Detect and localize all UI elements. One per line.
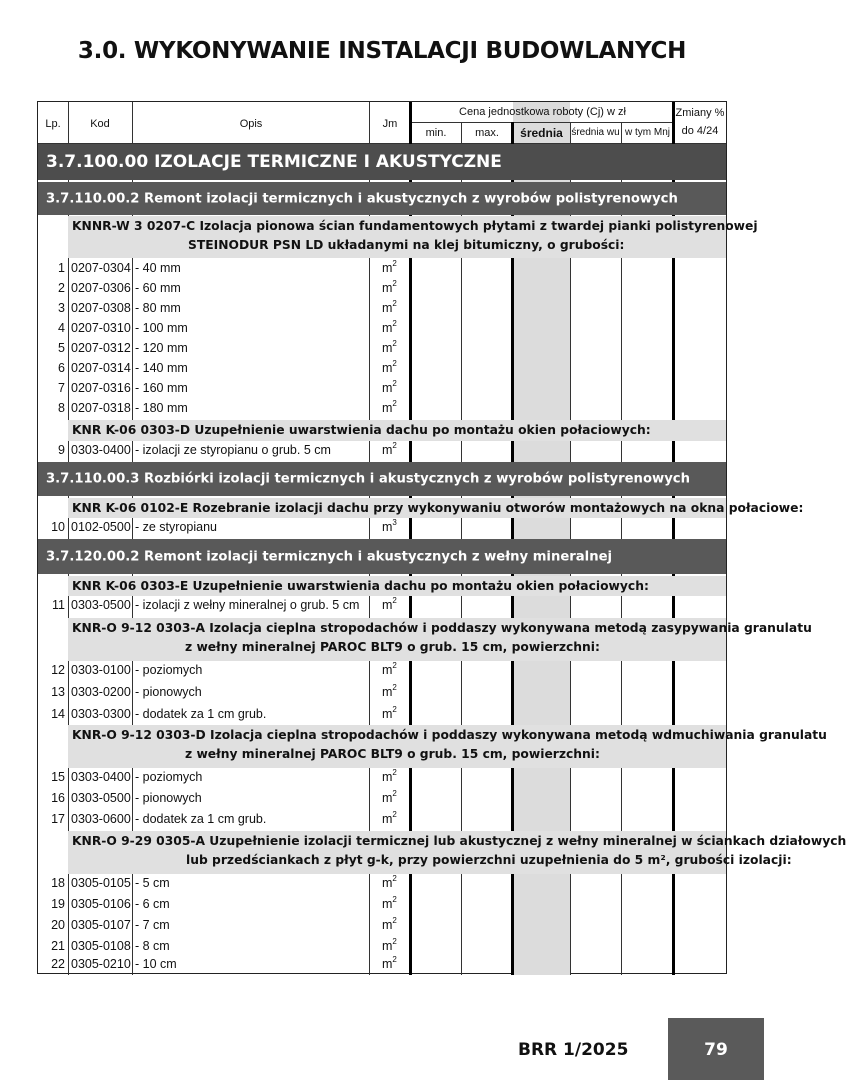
section-title: 3.7.110.00.3 Rozbiórki izolacji termicznych i akustycznych z wyrobów polistyrenowych [46,471,690,487]
group-title-line2: lub przedściankach z płyt g-k, przy powierzchni uzupełnienia do 5 m², grubości izolacji: [186,853,792,867]
group-header [68,831,846,874]
header-zmiany-2: do 4/24 [681,125,719,137]
group-header [68,498,804,518]
header-jm: Jm [382,118,398,130]
header-srednia: średnia [520,126,563,140]
group-title-line1: KNR K-06 0303-E Uzupełnienie uwarstwienia dachu po montażu okien połaciowych: [72,579,649,593]
header-kod: Kod [90,118,110,130]
price-table: Lp. Kod Opis Jm Cena jednostkowa roboty (Cj) w zł min. max. średnia średnia wu w tym Mnj Zmiany % do 4/24 3.7.100.00 IZOLACJE TERMICZNE I AKUSTYCZNE 3.7.110.00.2 Remont izolacji termicznych i akustycznych z wyrobów polistyrenowych KNNR-W 3 0207-C Izolacja pionowa ścian fundamentowych płytami z twardej pianki polistyrenowej STEINODUR PSN LD układanymi na klej bitumiczny, o grubości: 1 0207-0304 - 40 mm $m^2$ 2 0207-0306 - 60 mm $m^2$ 3 0207-0308 - 80 mm $m^2$ 4 0207-0310 - 100 mm $m^2$ 5 0207-0312 - 120 mm $m^2$ 6 0207-0314 - 140 mm $m^2$ 7 0207-0316 - 160 mm $m^2$ 8 0207-0318 - 180 mm $m^2$ KNR K-06 0303-D Uzupełnienie uwarstwienia dachu po montażu okien połaciowych: 9 0303-0400 - izolacji ze styropianu o grub. 5 cm $m^2$ 3.7.110.00.3 Rozbiórki izolacji termicznych i akustycznych z wyrobów polistyrenowych KNR K-06 0102-E Rozebranie izolacji dachu przy wykonywaniu otworów montażowych na okna połaciowe: 10 0102-0500 - ze styropianu $m^3$ 3.7.120.00.2 Remont izolacji termicznych i akustycznych z wełny mineralnej KNR K-06 0303-E Uzupełnienie uwarstwienia dachu po montażu okien połaciowych: 11 0303-0500 - izolacji z wełny mineralnej o grub. 5 cm $m^2$ KNR-O 9-12 0303-A Izolacja cieplna stropodachów i poddaszy wykonywana metodą zasypywania granulatu z wełny mineralnej PAROC BLT9 o grub. 15 cm, powierzchni: 12 0303-0100 - poziomych $m^2$ 13 0303-0200 - pionowych $m^2$ 14 0303-0300 - dodatek za 1 cm grub. $m^2$ KNR-O 9-12 0303-D Izolacja cieplna stropodachów i poddaszy wykonywana metodą wdmuchiwania granulatu z wełny mineralnej PAROC BLT9 o grub. 15 cm, powierzchni: 15 0303-0400 - poziomych $m^2$ 16 0303-0500 - pionowych $m^2$ 17 0303-0600 - dodatek za 1 cm grub. $m^2$ KNR-O 9-29 0305-A Uzupełnienie izolacji termicznej lub akustycznej z wełny mineralnej w ściankach działowych lub przedściankach z płyt g-k, przy powierzchni uzupełnienia do 5 m², grubości izolacji: 18 0305-0105 - 5 cm $m^2$ 19 0305-0106 - 6 cm $m^2$ 20 0305-0107 - 7 cm $m^2$ 21 0305-0108 - 8 cm $m^2$ 22 0305-0210 - 10 cm $m^2$ [37,101,727,974]
group-title-line1: KNNR-W 3 0207-C Izolacja pionowa ścian fundamentowych płytami z twardej pianki polistyrenowej [72,219,758,233]
group-header [68,216,758,258]
header-max: max. [475,127,499,139]
group-title-line1: KNR K-06 0102-E Rozebranie izolacji dachu przy wykonywaniu otworów montażowych na okna połaciowe: [72,501,804,515]
header-opis: Opis [239,118,263,130]
group-header [68,618,812,661]
page-number-box [668,1018,764,1080]
price-header-divider [411,122,674,123]
section-title: 3.7.120.00.2 Remont izolacji termicznych i akustycznych z wełny mineralnej [46,549,613,564]
group-title-line2: STEINODUR PSN LD układanymi na klej bitumiczny, o grubości: [188,238,625,252]
group-title-line1: KNR K-06 0303-D Uzupełnienie uwarstwienia dachu po montażu okien połaciowych: [72,423,651,437]
group-title-line1: KNR-O 9-12 0303-D Izolacja cieplna stropodachów i poddaszy wykonywana metodą wdmuchiwania granulatu [72,728,827,742]
header-min: min. [425,127,447,139]
section-header [38,182,726,215]
group-title-line2: z wełny mineralnej PAROC BLT9 o grub. 15 cm, powierzchni: [185,747,600,761]
group-title-line1: KNR-O 9-12 0303-A Izolacja cieplna stropodachów i poddaszy wykonywana metodą zasypywania granulatu [72,621,812,635]
header-zmiany-1: Zmiany % [675,107,725,119]
page-number: 79 [704,1040,728,1060]
header-srednia-wu: średnia wu [571,127,620,138]
page-title: 3.0. WYKONYWANIE INSTALACJI BUDOWLANYCH [77,38,687,64]
section-header [38,539,726,574]
group-header [68,576,726,596]
section-header [38,144,726,180]
group-title-line1: KNR-O 9-29 0305-A Uzupełnienie izolacji termicznej lub akustycznej z wełny mineralnej w ściankach działowych [72,834,846,848]
section-title: 3.7.110.00.2 Remont izolacji termicznych i akustycznych z wyrobów polistyrenowych [46,191,678,206]
section-header [38,462,726,496]
header-w-tym-mnj: w tym Mnj [625,127,670,138]
header-cena: Cena jednostkowa roboty (Cj) w zł [459,106,626,118]
group-header [68,725,827,768]
header-lp: Lp. [45,118,61,130]
group-header [68,420,726,441]
publication-label: BRR 1/2025 [518,1040,629,1060]
section-title: 3.7.100.00 IZOLACJE TERMICZNE I AKUSTYCZNE [46,152,502,172]
group-title-line2: z wełny mineralnej PAROC BLT9 o grub. 15 cm, powierzchni: [185,640,600,654]
